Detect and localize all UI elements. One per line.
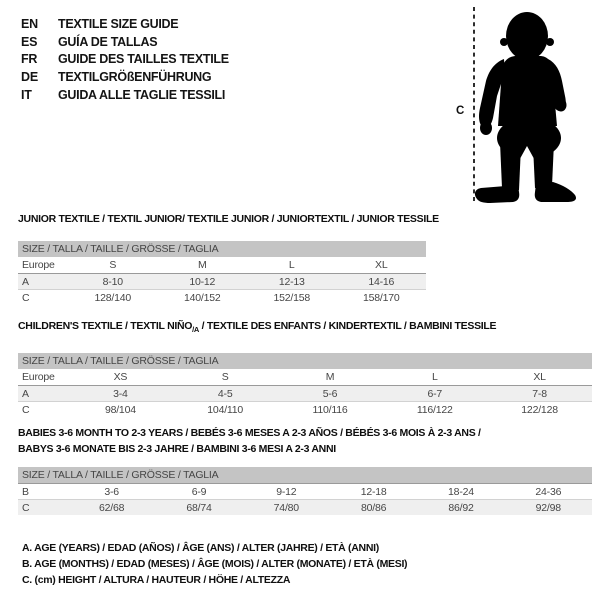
size-cell: S xyxy=(221,371,229,384)
age-cell: 14-16 xyxy=(368,275,395,288)
language-title: TEXTILE SIZE GUIDE xyxy=(58,16,179,31)
table-title: JUNIOR TEXTILE / TEXTIL JUNIOR/ TEXTILE JUNIOR / JUNIORTEXTIL / JUNIOR TESSILE xyxy=(18,213,439,225)
size-header-bar: SIZE / TALLA / TAILLE / GRÖSSE / TAGLIA xyxy=(18,467,592,483)
age-cell: 8-10 xyxy=(102,275,123,288)
row-label: A xyxy=(22,275,29,288)
size-cell: M xyxy=(197,259,207,271)
height-cm-row xyxy=(18,499,592,515)
footnote-height: C. (cm) HEIGHT / ALTURA / HAUTEUR / HÖHE / ALTEZZA xyxy=(22,574,291,586)
row-label: C xyxy=(22,501,30,514)
height-cell: 62/68 xyxy=(99,501,125,514)
height-cell: 98/104 xyxy=(104,403,136,416)
babies-textile-table xyxy=(18,426,592,515)
height-cell: 152/158 xyxy=(273,291,311,304)
legend-footnotes xyxy=(22,540,407,588)
age-cell: 4-5 xyxy=(217,387,233,400)
row-label: C xyxy=(22,403,30,416)
footnote-age-months: B. AGE (MONTHS) / EDAD (MESES) / ÂGE (MOIS) / ALTER (MONATE) / ETÀ (MESI) xyxy=(22,558,408,570)
europe-size-row xyxy=(18,369,592,385)
language-row-it xyxy=(21,86,229,104)
language-row-fr xyxy=(21,50,229,68)
height-cell: 74/80 xyxy=(273,501,299,514)
language-code: ES xyxy=(21,34,38,49)
age-cell: 6-7 xyxy=(427,387,443,400)
language-list xyxy=(21,15,229,103)
size-cell: M xyxy=(325,371,335,384)
age-cell: 5-6 xyxy=(322,387,338,400)
height-cell: 92/98 xyxy=(535,501,561,514)
age-months-row xyxy=(18,483,592,499)
baby-silhouette xyxy=(475,12,576,203)
age-years-row xyxy=(18,273,426,289)
size-header-bar: SIZE / TALLA / TAILLE / GRÖSSE / TAGLIA xyxy=(18,241,426,257)
language-code: EN xyxy=(21,16,38,31)
language-row-es xyxy=(21,33,229,51)
junior-textile-table xyxy=(18,213,439,305)
age-years-row xyxy=(18,385,592,401)
size-cell: XS xyxy=(113,371,128,384)
age-cell: 10-12 xyxy=(189,275,216,288)
table-title xyxy=(18,426,592,457)
language-title: GUÍA DE TALLAS xyxy=(58,34,158,49)
age-cell: 6-9 xyxy=(191,485,207,498)
size-cell: L xyxy=(288,259,295,271)
row-label: Europe xyxy=(22,259,55,271)
age-cell: 24-36 xyxy=(535,485,562,498)
height-cell: 110/116 xyxy=(312,403,348,416)
title-text: / TEXTILE DES ENFANTS / KINDERTEXTIL / BAMBINI TESSILE xyxy=(199,320,497,332)
height-cm-row xyxy=(18,401,592,417)
height-cell: 128/140 xyxy=(94,291,132,304)
baby-figure xyxy=(455,4,595,206)
language-code: IT xyxy=(21,87,32,102)
row-label: Europe xyxy=(22,371,55,384)
height-cm-row xyxy=(18,289,426,305)
row-label: A xyxy=(22,387,29,400)
title-text: CHILDREN'S TEXTILE / TEXTIL NIÑO xyxy=(18,320,193,332)
height-label-c: C xyxy=(456,105,465,117)
language-row-en xyxy=(21,15,229,33)
height-cell: 158/170 xyxy=(362,291,400,304)
height-cell: 68/74 xyxy=(186,501,212,514)
age-cell: 12-13 xyxy=(278,275,305,288)
height-cell: 104/110 xyxy=(207,403,244,416)
table-title xyxy=(18,320,592,336)
title-line-1: BABIES 3-6 MONTH TO 2-3 YEARS / BEBÉS 3-6 MESES A 2-3 AÑOS / BÉBÉS 3-6 MOIS À 2-3 ANS / xyxy=(18,427,481,439)
size-cell: XL xyxy=(375,259,388,271)
children-textile-table xyxy=(18,320,592,417)
language-title: TEXTILGRÖßENFÜHRUNG xyxy=(58,69,212,84)
row-label: C xyxy=(22,291,30,304)
age-cell: 3-4 xyxy=(113,387,128,400)
height-cell: 140/152 xyxy=(183,291,221,304)
europe-size-row xyxy=(18,257,426,273)
size-cell: L xyxy=(431,371,438,384)
language-title: GUIDE DES TAILLES TEXTILE xyxy=(58,52,229,67)
size-cell: XL xyxy=(533,371,546,384)
language-row-de xyxy=(21,68,229,86)
title-line-2: BABYS 3-6 MONATE BIS 2-3 JAHRE / BAMBINI 3-6 MESI A 2-3 ANNI xyxy=(18,442,336,455)
height-cell: 86/92 xyxy=(448,501,474,514)
age-cell: 9-12 xyxy=(276,485,297,498)
age-cell: 12-18 xyxy=(360,485,387,498)
size-cell: S xyxy=(109,259,117,271)
height-cell: 116/122 xyxy=(416,403,453,416)
language-code: DE xyxy=(21,69,38,84)
row-label: B xyxy=(22,485,29,498)
age-cell: 7-8 xyxy=(532,387,547,400)
title-subscript: /A xyxy=(192,325,200,335)
size-header-bar: SIZE / TALLA / TAILLE / GRÖSSE / TAGLIA xyxy=(18,353,592,369)
age-cell: 3-6 xyxy=(104,485,119,498)
language-title: GUIDA ALLE TAGLIE TESSILI xyxy=(58,87,226,102)
language-code: FR xyxy=(21,52,38,67)
age-cell: 18-24 xyxy=(448,485,474,498)
footnote-age-years: A. AGE (YEARS) / EDAD (AÑOS) / ÂGE (ANS) / ALTER (JAHRE) / ETÀ (ANNI) xyxy=(22,542,379,554)
height-cell: 80/86 xyxy=(361,501,387,514)
height-cell: 122/128 xyxy=(521,403,558,416)
